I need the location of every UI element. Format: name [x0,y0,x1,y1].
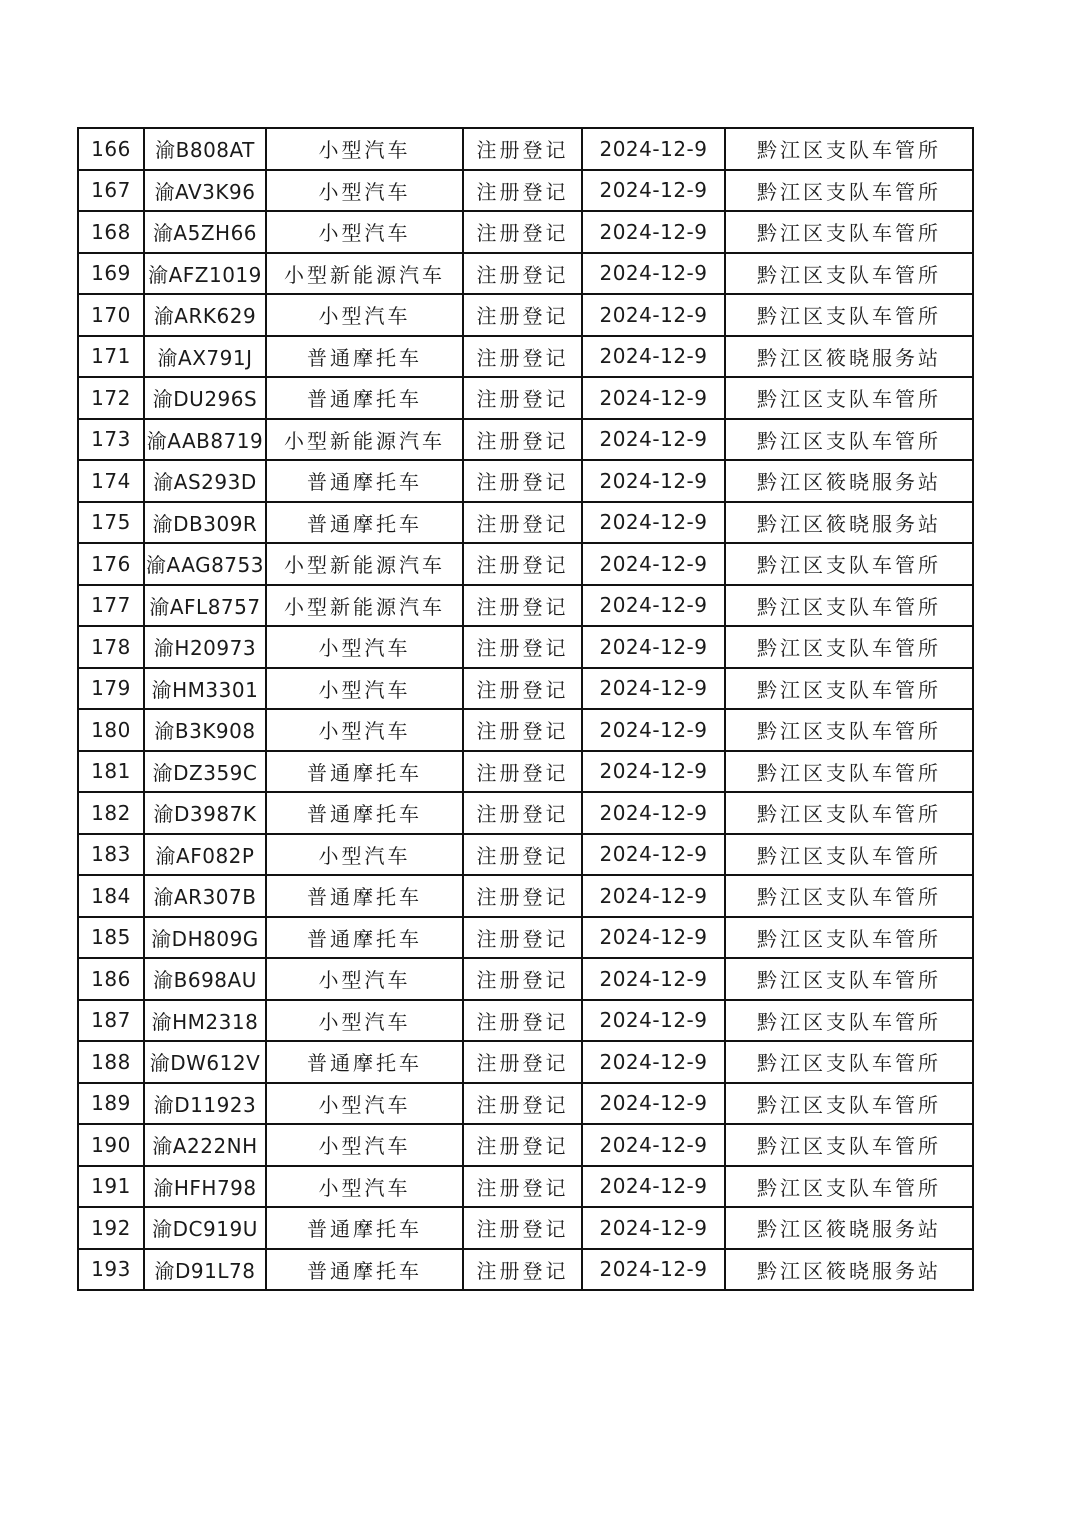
cell-index: 180 [78,709,144,751]
table-row [78,958,973,1000]
cell-date: 2024-12-9 [582,211,725,253]
table-row [78,875,973,917]
cell-plate-number: 渝HM2318 [144,1000,266,1042]
cell-plate-number: 渝B3K908 [144,709,266,751]
table-row [78,1000,973,1042]
cell-date: 2024-12-9 [582,377,725,419]
cell-vehicle-type: 小型汽车 [266,626,463,668]
cell-office: 黔江区支队车管所 [725,1000,973,1042]
cell-vehicle-type: 普通摩托车 [266,917,463,959]
cell-date: 2024-12-9 [582,1124,725,1166]
table-row [78,792,973,834]
cell-vehicle-type: 小型汽车 [266,128,463,170]
cell-index: 170 [78,294,144,336]
cell-office: 黔江区支队车管所 [725,792,973,834]
table-row [78,626,973,668]
table-row [78,294,973,336]
table-row [78,170,973,212]
cell-plate-number: 渝ARK629 [144,294,266,336]
cell-office: 黔江区支队车管所 [725,917,973,959]
cell-vehicle-type: 小型汽车 [266,1124,463,1166]
cell-vehicle-type: 小型汽车 [266,958,463,1000]
table-row [78,460,973,502]
cell-date: 2024-12-9 [582,668,725,710]
cell-business-type: 注册登记 [463,170,582,212]
cell-business-type: 注册登记 [463,1124,582,1166]
cell-index: 174 [78,460,144,502]
cell-office: 黔江区支队车管所 [725,543,973,585]
cell-business-type: 注册登记 [463,917,582,959]
table-row [78,253,973,295]
cell-date: 2024-12-9 [582,460,725,502]
cell-index: 168 [78,211,144,253]
cell-date: 2024-12-9 [582,875,725,917]
cell-vehicle-type: 小型新能源汽车 [266,253,463,295]
cell-date: 2024-12-9 [582,751,725,793]
cell-vehicle-type: 小型汽车 [266,170,463,212]
cell-office: 黔江区筱晓服务站 [725,1207,973,1249]
table-row [78,668,973,710]
cell-index: 184 [78,875,144,917]
cell-date: 2024-12-9 [582,1083,725,1125]
cell-vehicle-type: 小型新能源汽车 [266,543,463,585]
cell-office: 黔江区支队车管所 [725,834,973,876]
cell-office: 黔江区支队车管所 [725,626,973,668]
cell-vehicle-type: 小型汽车 [266,1166,463,1208]
cell-plate-number: 渝D11923 [144,1083,266,1125]
cell-office: 黔江区支队车管所 [725,419,973,461]
cell-vehicle-type: 普通摩托车 [266,751,463,793]
cell-business-type: 注册登记 [463,668,582,710]
cell-date: 2024-12-9 [582,128,725,170]
cell-office: 黔江区支队车管所 [725,709,973,751]
cell-business-type: 注册登记 [463,253,582,295]
cell-business-type: 注册登记 [463,1207,582,1249]
cell-plate-number: 渝AAG8753 [144,543,266,585]
cell-index: 187 [78,1000,144,1042]
cell-plate-number: 渝HFH798 [144,1166,266,1208]
cell-index: 171 [78,336,144,378]
cell-office: 黔江区支队车管所 [725,1124,973,1166]
cell-index: 186 [78,958,144,1000]
cell-index: 190 [78,1124,144,1166]
cell-index: 189 [78,1083,144,1125]
table-row [78,543,973,585]
table-body [78,128,973,1290]
cell-index: 167 [78,170,144,212]
cell-business-type: 注册登记 [463,502,582,544]
table-row [78,1249,973,1291]
table-row [78,709,973,751]
cell-business-type: 注册登记 [463,875,582,917]
table-row [78,1207,973,1249]
cell-index: 173 [78,419,144,461]
cell-date: 2024-12-9 [582,543,725,585]
cell-office: 黔江区筱晓服务站 [725,460,973,502]
table-row [78,834,973,876]
cell-office: 黔江区筱晓服务站 [725,502,973,544]
cell-office: 黔江区支队车管所 [725,253,973,295]
cell-plate-number: 渝B698AU [144,958,266,1000]
table-row [78,128,973,170]
cell-plate-number: 渝DB309R [144,502,266,544]
cell-plate-number: 渝A5ZH66 [144,211,266,253]
cell-date: 2024-12-9 [582,834,725,876]
cell-vehicle-type: 普通摩托车 [266,502,463,544]
cell-vehicle-type: 普通摩托车 [266,336,463,378]
cell-business-type: 注册登记 [463,211,582,253]
cell-index: 179 [78,668,144,710]
cell-business-type: 注册登记 [463,543,582,585]
cell-office: 黔江区支队车管所 [725,668,973,710]
cell-business-type: 注册登记 [463,1041,582,1083]
table-row [78,1124,973,1166]
table-row [78,502,973,544]
cell-date: 2024-12-9 [582,1207,725,1249]
cell-index: 191 [78,1166,144,1208]
cell-plate-number: 渝D91L78 [144,1249,266,1291]
cell-index: 188 [78,1041,144,1083]
table-row [78,377,973,419]
cell-business-type: 注册登记 [463,751,582,793]
cell-office: 黔江区支队车管所 [725,170,973,212]
cell-plate-number: 渝AFZ1019 [144,253,266,295]
cell-business-type: 注册登记 [463,834,582,876]
cell-date: 2024-12-9 [582,294,725,336]
cell-index: 177 [78,585,144,627]
table-row [78,1166,973,1208]
cell-vehicle-type: 普通摩托车 [266,1207,463,1249]
cell-plate-number: 渝DU296S [144,377,266,419]
cell-business-type: 注册登记 [463,1000,582,1042]
table-row [78,917,973,959]
table-row [78,1083,973,1125]
cell-business-type: 注册登记 [463,336,582,378]
cell-vehicle-type: 小型汽车 [266,294,463,336]
cell-business-type: 注册登记 [463,709,582,751]
cell-vehicle-type: 小型汽车 [266,211,463,253]
cell-business-type: 注册登记 [463,626,582,668]
cell-vehicle-type: 普通摩托车 [266,792,463,834]
cell-business-type: 注册登记 [463,294,582,336]
cell-date: 2024-12-9 [582,1166,725,1208]
cell-index: 192 [78,1207,144,1249]
cell-date: 2024-12-9 [582,170,725,212]
cell-plate-number: 渝AAB8719 [144,419,266,461]
cell-vehicle-type: 普通摩托车 [266,1249,463,1291]
cell-business-type: 注册登记 [463,1083,582,1125]
cell-index: 172 [78,377,144,419]
cell-date: 2024-12-9 [582,709,725,751]
cell-business-type: 注册登记 [463,460,582,502]
cell-index: 178 [78,626,144,668]
cell-date: 2024-12-9 [582,419,725,461]
cell-office: 黔江区支队车管所 [725,751,973,793]
cell-office: 黔江区支队车管所 [725,958,973,1000]
cell-vehicle-type: 小型汽车 [266,834,463,876]
cell-plate-number: 渝HM3301 [144,668,266,710]
cell-office: 黔江区支队车管所 [725,875,973,917]
cell-date: 2024-12-9 [582,626,725,668]
cell-vehicle-type: 小型汽车 [266,709,463,751]
cell-index: 175 [78,502,144,544]
cell-plate-number: 渝AFL8757 [144,585,266,627]
cell-index: 185 [78,917,144,959]
cell-date: 2024-12-9 [582,502,725,544]
cell-date: 2024-12-9 [582,792,725,834]
cell-office: 黔江区筱晓服务站 [725,1249,973,1291]
cell-plate-number: 渝AX791J [144,336,266,378]
cell-plate-number: 渝AR307B [144,875,266,917]
cell-business-type: 注册登记 [463,128,582,170]
cell-office: 黔江区支队车管所 [725,1166,973,1208]
cell-plate-number: 渝DH809G [144,917,266,959]
cell-date: 2024-12-9 [582,958,725,1000]
cell-business-type: 注册登记 [463,958,582,1000]
cell-office: 黔江区支队车管所 [725,377,973,419]
cell-plate-number: 渝D3987K [144,792,266,834]
cell-vehicle-type: 小型新能源汽车 [266,419,463,461]
cell-date: 2024-12-9 [582,1041,725,1083]
cell-date: 2024-12-9 [582,1000,725,1042]
cell-plate-number: 渝AV3K96 [144,170,266,212]
cell-date: 2024-12-9 [582,253,725,295]
table-row [78,211,973,253]
table-row [78,585,973,627]
cell-business-type: 注册登记 [463,1166,582,1208]
table-row [78,419,973,461]
cell-business-type: 注册登记 [463,419,582,461]
cell-vehicle-type: 小型汽车 [266,1000,463,1042]
cell-business-type: 注册登记 [463,792,582,834]
cell-office: 黔江区支队车管所 [725,585,973,627]
cell-plate-number: 渝AS293D [144,460,266,502]
cell-vehicle-type: 普通摩托车 [266,377,463,419]
cell-office: 黔江区支队车管所 [725,294,973,336]
cell-office: 黔江区支队车管所 [725,1083,973,1125]
cell-date: 2024-12-9 [582,585,725,627]
cell-index: 182 [78,792,144,834]
cell-date: 2024-12-9 [582,917,725,959]
cell-index: 166 [78,128,144,170]
cell-office: 黔江区筱晓服务站 [725,336,973,378]
cell-index: 181 [78,751,144,793]
cell-business-type: 注册登记 [463,377,582,419]
cell-vehicle-type: 小型汽车 [266,668,463,710]
cell-office: 黔江区支队车管所 [725,128,973,170]
cell-vehicle-type: 小型汽车 [266,1083,463,1125]
table-row [78,751,973,793]
cell-office: 黔江区支队车管所 [725,211,973,253]
cell-plate-number: 渝DC919U [144,1207,266,1249]
table-row [78,1041,973,1083]
cell-vehicle-type: 普通摩托车 [266,1041,463,1083]
cell-vehicle-type: 小型新能源汽车 [266,585,463,627]
cell-plate-number: 渝A222NH [144,1124,266,1166]
cell-plate-number: 渝H20973 [144,626,266,668]
cell-date: 2024-12-9 [582,1249,725,1291]
cell-vehicle-type: 普通摩托车 [266,875,463,917]
cell-plate-number: 渝DW612V [144,1041,266,1083]
cell-business-type: 注册登记 [463,585,582,627]
cell-plate-number: 渝B808AT [144,128,266,170]
cell-index: 169 [78,253,144,295]
cell-index: 183 [78,834,144,876]
cell-plate-number: 渝DZ359C [144,751,266,793]
vehicle-registration-table [77,127,974,1291]
cell-plate-number: 渝AF082P [144,834,266,876]
cell-vehicle-type: 普通摩托车 [266,460,463,502]
cell-office: 黔江区支队车管所 [725,1041,973,1083]
cell-date: 2024-12-9 [582,336,725,378]
table-row [78,336,973,378]
cell-index: 176 [78,543,144,585]
cell-business-type: 注册登记 [463,1249,582,1291]
cell-index: 193 [78,1249,144,1291]
